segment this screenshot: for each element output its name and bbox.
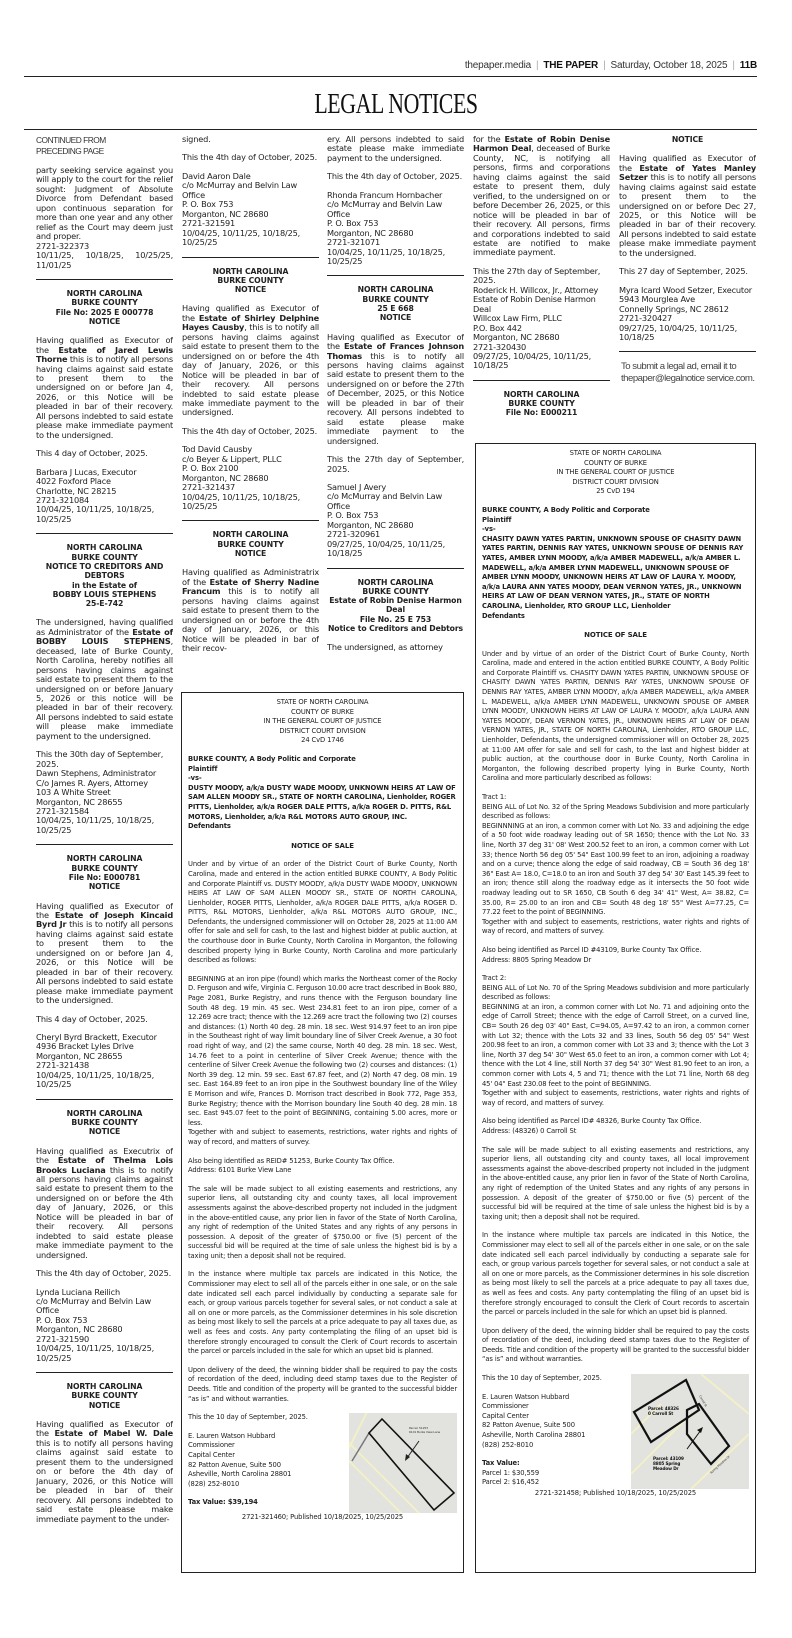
signature-line: Commissioner xyxy=(188,1441,235,1450)
address-block-line: P. O. Box 753 xyxy=(36,1314,88,1325)
submit-ad-note: To submit a legal ad, email it to thepaper@legalnotice service.com. xyxy=(621,361,755,385)
notice-divider xyxy=(36,1372,173,1373)
notice-paragraph: This the 27th day of September, 2025. xyxy=(327,454,464,474)
court-header xyxy=(482,449,749,497)
court-header-line: DISTRICT COURT DIVISION xyxy=(572,477,659,486)
sale-paragraph: Also being identified as REID# 51253, Burke County Tax Office. Address: 6101 Burke View Lane xyxy=(188,1156,395,1175)
address-block-line: 2721-320961 xyxy=(327,529,381,540)
address-block xyxy=(36,1288,173,1364)
court-header-line: 25 CvD 194 xyxy=(596,487,635,496)
notice-paragraph: party seeking service against you will apply to the court for the relief sought: Judgment of Absolute Divorce from Defendant based upon continuous separation for more than one year and any other relief as the Court may deem just and proper. 2721-322373 10/11/25, 10/18/25, 10/25/25, 11/01/25 xyxy=(36,165,173,270)
notice-paragraph: The undersigned, as attorney xyxy=(327,642,443,653)
address-block-line: c/o McMurray and Belvin Law Office xyxy=(36,1295,152,1316)
caption-line: CHASITY DAWN YATES PARTIN, UNKNOWN SPOUSE OF CHASITY DAWN YATES PARTIN, DENNIS RAY YATES, UNKNOWN SPOUSE OF DENNIS RAY YATES, AMBER LYNN MOODY, a/k/a AMBER MADEWELL, a/k/a AMBER L. MADEWELL, a/k/a AMBER LYNN MADEWELL, UNKNOWN SPOUSE OF AMBER LYNN MOODY, UNKNOWN HEIRS AT LAW OF LAURA Y. MOODY, a/k/a LAURA ANN YATES MOODY, DEAN VERNON YATES, JR., UNKNOWN HEIRS AT LAW OF DEAN VERNON YATES, JR., STATE OF NORTH CAROLINA, Lienholder, RTO GROUP LLC, Lienholder xyxy=(482,534,744,610)
address-block-line: Morganton, NC 28680 xyxy=(36,1324,123,1335)
paragraph-text: this is to notify all persons having claims against said estate to present them to the undersigned on or before the 4th day of January, 2026, or this Notice will be pleaded in bar of their recovery. All persons indebted to said estate please make immediate payment to the undersigned. xyxy=(36,1164,173,1260)
address-block xyxy=(36,468,173,525)
notice-heading-line: NOTICE xyxy=(234,285,267,295)
notice-heading-line: NOTICE xyxy=(88,1127,121,1137)
address-block-line: 10/04/25, 10/11/25, 10/18/25, 10/25/25 xyxy=(36,815,155,835)
notice-heading-line: BURKE COUNTY xyxy=(362,294,429,304)
signature-line: Capital Center xyxy=(188,1450,235,1459)
signature-line: 82 Patton Avenue, Suite 500 xyxy=(188,1460,281,1469)
signature-line: 82 Patton Avenue, Suite 500 xyxy=(482,1421,575,1430)
address-block xyxy=(36,1033,173,1090)
address-block xyxy=(327,483,464,559)
address-block-line: David Aaron Dale xyxy=(182,170,251,181)
paragraph-text: Having qualified as Executor of the xyxy=(36,900,173,921)
signature-line: Asheville, North Carolina 28801 xyxy=(482,1431,586,1440)
paragraph-text: this is to notify all persons having claims against said estate to present them to the undersigned on or before the 4th day of January, 2026, or this Notice will be pleaded in bar of their recov- xyxy=(182,586,319,653)
notice-heading-line: NOTICE xyxy=(234,549,267,559)
address-block-line: Connelly Springs, NC 28612 xyxy=(619,303,729,314)
notice-heading xyxy=(327,285,464,322)
address-block-line: Samuel J Avery xyxy=(327,481,387,492)
sale-paragraph: Upon delivery of the deed, the winning bidder shall be required to pay the costs of recordation of the deed, including deed stamp taxes due to the Register of Deeds. Title and condition of the property will be granted to the successful bidder “as is” and without warranties. xyxy=(482,1326,749,1364)
estate-name: Estate of Robin Denise Harmon Deal xyxy=(473,135,610,154)
notice-heading-line: NOTICE TO CREDITORS AND DEBTORS xyxy=(45,561,164,581)
address-block-line: Barbara J Lucas, Executor xyxy=(36,466,137,477)
notice-heading xyxy=(36,1109,173,1137)
notice-heading-line: File No: 2025 E 000778 xyxy=(55,307,154,317)
address-block xyxy=(473,267,610,371)
notice-heading-line: File No: E000781 xyxy=(68,872,141,882)
notice-paragraph xyxy=(36,1420,173,1524)
address-block xyxy=(182,172,319,248)
address-block-line: P. O. Box 753 xyxy=(327,218,379,229)
notice-paragraph xyxy=(473,135,610,258)
notice-paragraph: ery. All persons indebted to said estate please make immediate payment to the undersigned. xyxy=(327,135,464,163)
notice-heading-line: NORTH CAROLINA xyxy=(66,1382,143,1392)
sale-paragraph: The sale will be made subject to all existing easements and restrictions, any superior liens, all outstanding city and county taxes, all local improvement assessments against the above-described property not included in the judgment in the above-entitled cause, any prior lien in favor of the State of North Carolina, any right of redemption of the United States and any rights of any persons in possession. A deposit of the greater of $750.00 or five (5) percent of the successful bid will be required at the time of sale unless the highest bid is by a taxing unit; then a deposit shall not be required. xyxy=(482,1145,749,1221)
notice-heading-line: NOTICE xyxy=(379,313,412,323)
court-header-line: STATE OF NORTH CAROLINA xyxy=(276,698,369,706)
estate-name: Estate of Mabel W. Dale xyxy=(54,1428,173,1439)
address-block-line: Roderick H. Willcox, Jr., Attorney Estate of Robin Denise Harmon Deal xyxy=(473,284,599,314)
address-block-line: c/o McMurray and Belvin Law Office xyxy=(182,180,298,200)
address-block-line: 2721-321590 xyxy=(36,1333,90,1344)
address-block-line: c/o McMurray and Belvin Law Office xyxy=(327,199,443,219)
sale-paragraph: Upon delivery of the deed, the winning bidder shall be required to pay the costs of recordation of the deed, including deed stamp taxes due to the Register of Deeds. Title and condition of the property will be granted to the successful bidder “as is” and without warranties. xyxy=(188,1365,457,1403)
title-divider xyxy=(24,129,757,130)
address-block-line: 103 A White Street xyxy=(36,787,111,798)
sale-paragraph: Also being identified as Parcel ID #43109, Burke County Tax Office. Address: 8805 Spring Meadow Dr xyxy=(482,945,702,964)
parcel-map-image xyxy=(631,1374,749,1489)
address-block-line: P.O. Box 442 xyxy=(473,322,522,333)
address-block-line: 10/04/25, 10/11/25, 10/18/25, 10/25/25 xyxy=(182,227,301,248)
tax-value-parcel-1: Parcel 1: $30,559 xyxy=(482,1468,540,1477)
site-url: thepaper.media xyxy=(464,60,531,71)
commissioner-signature xyxy=(482,1393,631,1451)
address-block-line: This the 30th day of September, 2025. xyxy=(36,749,164,769)
date-line: This the 10 day of September, 2025. xyxy=(482,1374,602,1383)
notice-heading xyxy=(36,854,173,891)
publication-footer: 2721-321460; Published 10/18/2025, 10/25/2025 xyxy=(241,1513,404,1522)
address-block-line: 5943 Mourglea Ave xyxy=(619,294,695,305)
column-4 xyxy=(473,135,610,437)
address-block-line: P. O. Box 2100 xyxy=(182,463,239,474)
address-block-line: 4022 Foxford Place xyxy=(36,476,111,487)
map-label: Parcel: 48326 xyxy=(648,1406,679,1412)
sale-paragraph: Under and by virtue of an order of the District Court of Burke County, North Carolina, made and entered in the action entitled BURKE COUNTY, A Body Politic and Corporate Plaintiff vs. DUSTY MOODY, a/k/a DUSTY WADE MOODY, UNKNOWN HEIRS AT LAW OF SAM ALLEN MOODY SR., STATE OF NORTH CAROLINA, Lienholder, ROGER PITTS, Lienholder, a/k/a ROGER DALE PITTS, a/k/a ROGER D. PITTS, R&L MOTORS, Lienholder, a/k/a R&L MOTORS AUTO GROUP, INC., Defendants, the undersigned commissioner will on October 28, 2025 at 11:00 AM offer for sale and sell for cash, to the last and highest bidder at public auction, at the courthouse door in Burke County, North Carolina in Morganton, the following described property lying in Burke County, North Carolina and more particularly described as follows: xyxy=(188,860,457,965)
paragraph-text: , this is to notify all persons having claims against said estate to present them to the undersigned on or before the 4th day of January, 2026, or this Notice will be pleaded in bar of their recovery. All persons indebted to said estate please make immediate payment to the undersigned. xyxy=(182,322,319,418)
notice-heading-line: Notice to Creditors and Debtors xyxy=(327,624,464,634)
address-block-line: 2721-321071 xyxy=(327,237,381,248)
paragraph-text: Having qualified as Executor of the xyxy=(182,303,319,323)
paragraph-text: Having qualified as Administratrix of the xyxy=(182,567,319,587)
masthead: thepaper.media | THE PAPER | Saturday, October 18, 2025 | 11B xyxy=(464,60,757,71)
paragraph-text: this is to notify all persons having claims against said estate to present them to the undersigned on or before the 4th day of January, 2026, or this Notice will be pleaded in bar of their recovery. All persons indebted to said estate please make immediate payment to the under- xyxy=(36,1437,173,1524)
paragraph-text: Having qualified as Executrix of the xyxy=(36,1145,173,1166)
notice-heading xyxy=(36,289,173,326)
paragraph-text: this is to notify all persons having claims against said estate to present them to the undersigned on or before Dec 27, 2025, or this Notice will be pleaded in bar of their recovery. All persons indebted to said estate please make immediate payment to the undersigned. xyxy=(619,172,756,258)
paragraph-text: this is to notify all persons having claims against said estate to present them to the undersigned on or before Jan 4, 2026, or this Notice will be pleaded in bar of their recovery. All persons indebted to said estate please make immediate payment to the undersigned. xyxy=(36,354,173,440)
notice-heading xyxy=(36,543,173,608)
estate-name: Estate of Shirley Delphine Hayes Causby xyxy=(182,312,319,333)
notice-paragraph: This 4 day of October, 2025. xyxy=(36,448,148,459)
notice-paragraph: This 4 day of October, 2025. xyxy=(36,1013,148,1024)
address-block-line: 4936 Bracket Lyles Drive xyxy=(36,1041,134,1052)
notice-heading xyxy=(619,135,756,144)
notice-heading-line: BURKE COUNTY xyxy=(71,863,138,873)
map-label: Parcel: 51253 xyxy=(409,1426,428,1431)
court-header-line: STATE OF NORTH CAROLINA xyxy=(569,449,662,457)
map-label: Parcel: 43109 xyxy=(653,1456,684,1462)
address-block-line: c/o McMurray and Belvin Law Office xyxy=(327,491,443,511)
address-block-line: Tod David Causby xyxy=(182,444,253,455)
signature-line: E. Lauren Watson Hubbard xyxy=(188,1431,276,1440)
paragraph-text: , deceased of Burke County, NC, is notifying all persons, firms and corporations having claims against the said estate to present them, duly verified, to the undersigned on or before December 26, 2025, or this notice will be pleaded in bar of their recovery. All persons, firms and corporations indebted to said estate are notified to make immediate payment. xyxy=(473,143,610,258)
masthead-divider xyxy=(24,76,757,77)
map-label: 0 Carroll St xyxy=(648,1411,674,1417)
notice-paragraph: This 27 day of September, 2025. xyxy=(619,266,748,277)
address-block-line: 09/27/25, 10/04/25, 10/11/25, 10/18/25 xyxy=(619,322,738,342)
address-block-line: 10/04/25, 10/11/25, 10/18/25, 10/25/25 xyxy=(36,1069,155,1090)
sale-paragraph: Tract 2: BEING ALL of Lot No. 70 of the Spring Meadows subdivision and more particularly described as follows: BEGINNING at an iron, a common corner with Lot No. 71 and adjoining onto the edge of Carroll Street; thence with the edge of Carroll Street, on a curved line, CB= South 26 deg 03' 40" East, C=94.05, A=97.42 to an iron, a common corner with Lot 32; thence with the Lots 32 and 33 lines, South 56 deg 05' 54" West 200.98 feet to an iron, a common corner with Lot 33 and 3; thence with the Lot 3 line, North 37 deg 54' 30" West 65.0 feet to an iron, a common corner with Lot 4; thence with the Lot 4 line, still North 37 deg 54' 30" West 81.90 feet to an iron, a common corner with Lots 4, 5 and 71; thence with the Lot 71 line, North 68 deg 45' 04" East 230.08 feet to the point of BEGINNING. Together with and subject to easements, restrictions, water rights and rights of way of record, and matters of survey. xyxy=(482,974,749,1107)
notice-heading-line: File No: E000211 xyxy=(505,408,578,418)
address-block xyxy=(182,445,319,511)
map-label: 6101 Burke View Lane xyxy=(409,1430,441,1435)
address-block-line: 2721-321438 xyxy=(36,1060,90,1071)
page-number: 11B xyxy=(739,60,757,71)
notice-heading-line: BURKE COUNTY xyxy=(508,399,575,409)
signature-line: Asheville, North Carolina 28801 xyxy=(188,1470,292,1479)
notice-heading-line: in the Estate of xyxy=(71,580,138,590)
notice-paragraph: This the 4th day of October, 2025. xyxy=(36,1268,172,1279)
notice-heading-line: NORTH CAROLINA xyxy=(212,530,289,540)
notice-paragraph xyxy=(36,618,173,741)
caption-line: DUSTY MOODY, a/k/a DUSTY WADE MOODY, UNKNOWN HEIRS AT LAW OF SAM ALLEN MOODY SR., STATE OF NORTH CAROLINA, Lienholder, ROGER PITTS, Lienholder, a/k/a ROGER DALE PITTS, a/k/a ROGER D. PITTS, R&L MOTORS, Lienholder, a/k/a R&L MOTORS AUTO GROUP, INC. xyxy=(188,783,456,821)
tax-value-parcel-2: Parcel 2: $16,452 xyxy=(482,1478,540,1487)
case-caption xyxy=(188,755,457,832)
publication-footer: 2721-321458; Published 10/18/2025, 10/25/2025 xyxy=(534,1489,697,1498)
sale-paragraph: In the instance where multiple tax parcels are indicated in this Notice, the Commissioner may elect to sell all of the parcels either in one sale, or on the sale date indicated sell each parcel individually by conducting a separate sale for each, or group various parcels together for several sales, or not conduct a sale at all on one or more parcels, as the Commissioner determines in his sole discretion as being most likely to sell the parcels at a price adequate to pay all taxes due, as well as fees and costs. Any party contemplating the filing of an upset bid is therefore strongly encouraged to consult the Clerk of Court records to ascertain the parcel or parcels included in the sale for which an upset bid is planned. xyxy=(482,1231,749,1317)
notice-heading-line: NORTH CAROLINA xyxy=(66,854,143,864)
signature-line: E. Lauren Watson Hubbard xyxy=(482,1392,570,1401)
sale-paragraph: In the instance where multiple tax parcels are indicated in this Notice, the Commissioner may elect to sell all of the parcels either in one sale, or on the sale date indicated sell each parcel individually by conducting a separate sale for each, or group various parcels together for several sales, or not conduct a sale at all on one or more parcels, as the Commissioner determines in his sole discretion as being most likely to sell the parcels at a price adequate to pay all taxes due, as well as fees and costs. Any party contemplating the filing of an upset bid is therefore strongly encouraged to consult the Clerk of Court records to ascertain the parcel or parcels included in the sale for which an upset bid is planned. xyxy=(188,1270,457,1356)
street-label: Spring Meadow Dr xyxy=(708,1454,731,1475)
notice-heading-line: NOTICE xyxy=(88,882,121,892)
caption-line: BURKE COUNTY, A Body Politic and Corporate xyxy=(188,754,356,763)
court-header-line: COUNTY OF BURKE xyxy=(291,707,354,716)
date-line: This the 10 day of September, 2025. xyxy=(188,1413,308,1422)
notice-heading xyxy=(182,530,319,558)
estate-name: Estate of Joseph Kincaid Byrd Jr xyxy=(36,910,173,930)
address-block-line: 2721-321437 xyxy=(182,482,236,493)
notice-heading xyxy=(182,267,319,295)
caption-line: Defendants xyxy=(482,611,525,620)
notice-divider xyxy=(473,380,610,381)
notice-paragraph xyxy=(182,304,319,417)
address-block-line: 2721-321591 xyxy=(182,218,236,229)
estate-name: Estate of Frances Johnson Thomas xyxy=(327,341,464,361)
notice-heading-line: BURKE COUNTY xyxy=(71,1118,138,1128)
notice-heading-line: NORTH CAROLINA xyxy=(357,285,434,295)
notice-of-sale-title: NOTICE OF SALE xyxy=(291,841,354,850)
address-block-line: Charlotte, NC 28215 xyxy=(36,485,117,496)
notice-divider xyxy=(182,257,319,258)
notice-paragraph xyxy=(36,336,173,440)
notice-heading-line: NORTH CAROLINA xyxy=(66,1108,143,1118)
notice-paragraph xyxy=(36,902,173,1006)
notice-paragraph: This the 4th day of October, 2025. xyxy=(327,171,463,182)
notice-paragraph: signed. xyxy=(182,135,211,144)
estate-name: Estate of Jared Lewis Thorne xyxy=(36,344,173,365)
estate-name: Estate of BOBBY LOUIS STEPHENS xyxy=(36,626,173,647)
notice-heading xyxy=(327,578,464,634)
address-block-line: 2721-321584 xyxy=(36,806,90,817)
address-block-line: P. O. Box 753 xyxy=(182,199,234,210)
address-block-line: 10/04/25, 10/11/25, 10/18/25, 10/25/25 xyxy=(36,504,155,524)
notice-heading-line: NORTH CAROLINA xyxy=(212,266,289,276)
address-block-line: Morganton, NC 28680 xyxy=(182,208,269,219)
estate-name: Estate of Thelma Lois Brooks Luciana xyxy=(36,1155,173,1175)
continued-label xyxy=(36,135,173,156)
notice-heading-line: BURKE COUNTY xyxy=(71,1391,138,1401)
address-block-line: 10/04/25, 10/11/25, 10/18/25, 10/25/25 xyxy=(182,491,301,512)
address-block-line: Morganton, NC 28680 xyxy=(327,227,414,238)
address-block-line: 2721-320430 xyxy=(473,341,527,352)
caption-line: -vs- xyxy=(482,525,496,534)
address-block-line: 10/04/25, 10/11/25, 10/18/25, 10/25/25 xyxy=(327,246,446,266)
notice-paragraph xyxy=(327,333,464,446)
address-block xyxy=(619,286,756,343)
sale-paragraph: Tract 1: BEING ALL of Lot No. 32 of the Spring Meadows Subdivision and more particularly described as follows: BEGINNNING at an iron, a common corner with Lot No. 33 and adjoining the edge of a 50 foot wide roadway leading out of SR 1650; thence with the Lot No. 33 line, North 37 deg 31' 08' West 200.52 feet to an iron, a common corner with Lot 33; thence North 56 deg 05' 54" East 100.99 feet to an iron, adjoining a roadway and on a curve; thence along the edge of said roadway, CB = South 36 deg 18' 36" East A= 18.0, C=18.0 to an iron and South 37 deg 54' 30' East 145.39 feet to an iron; thence still along the roadway edge as it intersects the 50 foot wide roadway leading out to SR 1650, CB South 6 deg 34' 41" West, A= 38.82, C= 35.00, R= 25.00 to an iron and CB= South 48 deg 18' 55" West A=77.25, C= 77.22 feet to the point of BEGINNING. Together with and subject to easements, restrictions, water rights and rights of way of record, and matters of survey. xyxy=(482,793,749,936)
notice-divider xyxy=(36,844,173,845)
address-block-line: c/o Beyer & Lippert, PLLC xyxy=(182,453,282,464)
paragraph-text: , deceased, late of Burke County, North Carolina, hereby notifies all persons having claims against said estate to present them to the undersigned on or before January 5, 2026 or this notice will be pleaded in bar of their recovery. All persons indebted to said estate will please make immediate payment to the undersigned. xyxy=(36,636,173,741)
address-block-line: 09/27/25, 10/04/25, 10/11/25, 10/18/25 xyxy=(473,350,592,371)
caption-line: BURKE COUNTY, A Body Politic and Corporate xyxy=(482,505,650,514)
estate-name: Estate of Yates Manley Setzer xyxy=(619,162,756,183)
address-block xyxy=(327,191,464,267)
map-label: 8805 Spring xyxy=(653,1461,681,1467)
notice-paragraph: This the 4th day of October, 2025. xyxy=(182,152,318,163)
sale-paragraph: The sale will be made subject to all existing easements and restrictions, any superior liens, all outstanding city and county taxes, all local improvement assessments against the above-described property not included in the judgment in the above-entitled cause, any prior lien in favor of the State of North Carolina, any right of redemption of the United States and any rights of any persons in possession. A deposit of the greater of $750.00 or five (5) percent of the successful bid will be required at the time of sale unless the highest bid is by a taxing unit; then a deposit shall not be required. xyxy=(188,1184,457,1260)
signature-line: (828) 252-8010 xyxy=(482,1440,534,1449)
address-block-line: Morganton, NC 28680 xyxy=(182,472,269,483)
address-block-line: Rhonda Francum Hornbacher xyxy=(327,189,443,200)
notice-divider xyxy=(36,279,173,280)
notice-heading-line: NOTICE xyxy=(88,316,121,326)
address-block-line: Morganton, NC 28655 xyxy=(36,1050,123,1061)
notice-heading-line: BURKE COUNTY xyxy=(217,275,284,285)
address-block-line: Morganton, NC 28680 xyxy=(327,519,414,530)
court-header-line: IN THE GENERAL COURT OF JUSTICE xyxy=(556,468,675,477)
signature-line: Commissioner xyxy=(482,1402,529,1411)
address-block xyxy=(36,750,173,835)
parcel-map-image xyxy=(349,1413,457,1513)
address-block-line: Dawn Stephens, Administrator xyxy=(36,768,157,779)
sale-paragraph: Under and by virtue of an order of the District Court of Burke County, North Carolina, made and entered in the action entitled BURKE COUNTY, A Body Politic and Corporate Plaintiff vs. CHASITY DAWN YATES PARTIN, UNKNOWN SPOUSE OF CHASITY DAWN YATES PARTIN, DENNIS RAY YATES, UNKNOWN SPOUSE OF DENNIS RAY YATES, AMBER LYNN MOODY, a/k/a AMBER MADEWELL, a/k/a AMBER L. MADEWELL, a/k/a AMBER LYNN MADEWELL, UNKNOWN SPOUSE OF AMBER LYNN MOODY, UNKNOWN HEIRS AT LAW OF LAURA Y. MOODY, a/k/a LAURA ANN YATES MOODY, DEAN VERNON YATES, JR., UNKNOWN HEIRS AT LAW OF DEAN VERNON YATES, JR., STATE OF NORTH CAROLINA, Lienholder, RTO GROUP LLC, Lienholder, Defendants, the undersigned commissioner will on October 28, 2025 at 11:00 AM offer for sale and sell for cash, to the last and highest bidder at public auction, at the courthouse door in Burke County, North Carolina in Morganton, the following described property lying in Burke County, North Carolina and more particularly described as follows: xyxy=(482,649,749,783)
notice-heading-line: 25 E 668 xyxy=(377,304,414,314)
caption-line: Plaintiff xyxy=(482,515,512,524)
paragraph-text: for the xyxy=(473,135,505,144)
estate-name: Estate of Sherry Nadine Francum xyxy=(182,576,319,597)
tax-value: Tax Value: $39,194 xyxy=(188,1498,258,1507)
signature-line: (828) 252-8010 xyxy=(188,1479,240,1488)
column-5 xyxy=(619,135,756,437)
court-header-line: IN THE GENERAL COURT OF JUSTICE xyxy=(263,717,382,726)
notice-heading xyxy=(473,390,610,418)
caption-line: -vs- xyxy=(188,774,202,783)
caption-line: Plaintiff xyxy=(188,764,218,773)
case-caption xyxy=(482,506,749,621)
paragraph-text: Having qualified as Executor of the xyxy=(327,331,464,352)
notice-heading-line: NOTICE xyxy=(88,1400,121,1410)
signature-line: Capital Center xyxy=(482,1411,529,1420)
address-block-line: This the 27th day of September, 2025. xyxy=(473,265,601,286)
address-block-line: 2721-321084 xyxy=(36,494,90,505)
notice-heading-line: NOTICE xyxy=(671,135,704,144)
notice-divider xyxy=(36,533,173,534)
notice-heading-line: 25-E-742 xyxy=(85,599,124,609)
notice-divider xyxy=(327,568,464,569)
address-block-line: Morganton, NC 28655 xyxy=(36,796,123,807)
notice-divider xyxy=(619,351,756,352)
notice-paragraph: This the 4th day of October, 2025. xyxy=(182,425,318,436)
address-block-line: Morganton, NC 28680 xyxy=(473,332,560,343)
notice-of-sale-24cvd1746 xyxy=(181,692,464,1573)
paper-name: THE PAPER xyxy=(543,60,599,71)
tax-value-label: Tax Value: xyxy=(482,1459,520,1468)
court-header-line: 24 CvD 1746 xyxy=(301,736,344,745)
notice-heading xyxy=(36,1382,173,1410)
notice-heading-line: NORTH CAROLINA xyxy=(66,288,143,298)
street-label: Carroll St xyxy=(698,1394,708,1408)
paragraph-text: this is to notify all persons having claims against said estate to present them to the undersigned on or before the 27th of December, 2025, or this Notice will be pleaded in bar of their recovery. All persons indebted to said estate please make immediate payment to the undersigned. xyxy=(327,350,464,446)
court-header xyxy=(188,698,457,746)
notice-heading-line: BURKE COUNTY xyxy=(71,552,138,562)
address-block-line: Cheryl Byrd Brackett, Executor xyxy=(36,1032,157,1042)
column-1 xyxy=(36,135,173,1570)
paragraph-text: this is to notify all persons having claims against said estate to present them to the undersigned on or before Jan 4, 2026, or this Notice will be pleaded in bar of their recovery. All persons indebted to said estate please make immediate payment to the undersigned. xyxy=(36,919,173,1006)
notice-heading-line: NORTH CAROLINA xyxy=(66,543,143,553)
notice-paragraph xyxy=(36,1147,173,1260)
notice-divider xyxy=(327,275,464,276)
map-label: Meadow Dr xyxy=(653,1466,679,1472)
address-block-line: Lynda Luciana Reilich xyxy=(36,1286,120,1297)
sale-paragraph: Also being identified as Parcel ID# 48326, Burke County Tax Office. Address: (48326) 0 Carroll St xyxy=(482,1117,702,1135)
court-header-line: DISTRICT COURT DIVISION xyxy=(279,726,366,735)
paragraph-text: The undersigned, having qualified as Administrator of the xyxy=(36,617,173,637)
notice-paragraph xyxy=(619,154,756,258)
paragraph-text: Having qualified as Executor of the xyxy=(619,153,756,173)
column-2 xyxy=(182,135,319,687)
notice-heading-line: Estate of Robin Denise Harmon Deal xyxy=(329,596,462,615)
address-block-line: 09/27/25, 10/04/25, 10/11/25, 10/18/25 xyxy=(327,538,446,559)
continued-label-line: CONTINUED FROM xyxy=(36,135,106,145)
issue-date: Saturday, October 18, 2025 xyxy=(610,60,728,71)
notice-divider xyxy=(36,1099,173,1100)
section-title: LEGAL NOTICES xyxy=(314,89,478,120)
column-3 xyxy=(327,135,464,687)
notice-paragraph xyxy=(182,568,319,653)
notice-heading-line: File No. 25 E 753 xyxy=(359,614,432,624)
address-block-line: Myra Icard Wood Setzer, Executor xyxy=(619,284,752,295)
sale-paragraph: BEGINNING at an iron pipe (found) which marks the Northeast corner of the Rocky D. Ferguson and wife, Virginia C. Ferguson 10.00 acre tract described in Book 880, Page 2081, Burke Registry, and runs thence with the Ferguson boundary line South 48 deg. 19 min. 45 sec. West 234.81 feet to an iron pipe, corner of a 12.269 acre tract; thence with the 12.269 acre tract the following two (2) courses and distances: (1) North 40 deg. 28 min. 18 sec. West 914.97 feet to an iron pipe in the Southeast right of way limit boundary line of Silver Creek Avenue, a 30 foot road right of way, and (2) the same course, North 40 deg. 28 min. 18 sec. West, 14.76 feet to a point in centerline of Silver Creek Avenue; thence with the centerline of Silver Creek Avenue the following two (2) courses and distances: (1) North 39 deg. 12 min. 59 sec. East 67.87 feet, and (2) North 47 deg. 08 min. 19 sec. East 164.89 feet to an iron pipe in the Southwest boundary line of the Wiley E Morrison and wife, Frances D. Morrison tract described in Book 772, Page 353, Burke Registry; thence with the Morrison boundary line South 40 deg. 28 min. 18 sec. East 945.07 feet to the point of BEGINNING, containing 5.00 acres, more or less. Together with and subject to easements, restrictions, water rights and rights of way of record, and matters of survey. xyxy=(188,974,457,1146)
address-block-line: 10/04/25, 10/11/25, 10/18/25, 10/25/25 xyxy=(36,1343,155,1363)
notice-of-sale-title: NOTICE OF SALE xyxy=(584,631,647,640)
caption-line: Defendants xyxy=(188,822,231,831)
court-header-line: COUNTY OF BURKE xyxy=(584,458,647,467)
address-block-line: P. O. Box 753 xyxy=(327,510,379,521)
notice-heading-line: BURKE COUNTY xyxy=(217,539,284,549)
paragraph-text: Having qualified as Executor of the xyxy=(36,1419,173,1439)
address-block-line: 2721-320427 xyxy=(619,313,673,324)
paragraph-text: Having qualified as Executor of the xyxy=(36,335,173,355)
notice-heading-line: BURKE COUNTY xyxy=(362,586,429,596)
notice-heading-line: NORTH CAROLINA xyxy=(357,577,434,587)
notice-heading-line: NORTH CAROLINA xyxy=(503,389,580,399)
notice-divider xyxy=(182,520,319,521)
commissioner-signature xyxy=(188,1432,348,1490)
address-block-line: Willcox Law Firm, PLLC xyxy=(473,313,562,324)
address-block-line: C/o James R. Ayers, Attorney xyxy=(36,777,148,788)
notice-heading-line: BOBBY LOUIS STEPHENS xyxy=(52,589,157,599)
continued-label-line: PRECEDING PAGE xyxy=(36,145,104,156)
notice-heading-line: BURKE COUNTY xyxy=(71,298,138,308)
notice-of-sale-25cvd194 xyxy=(475,443,756,1573)
